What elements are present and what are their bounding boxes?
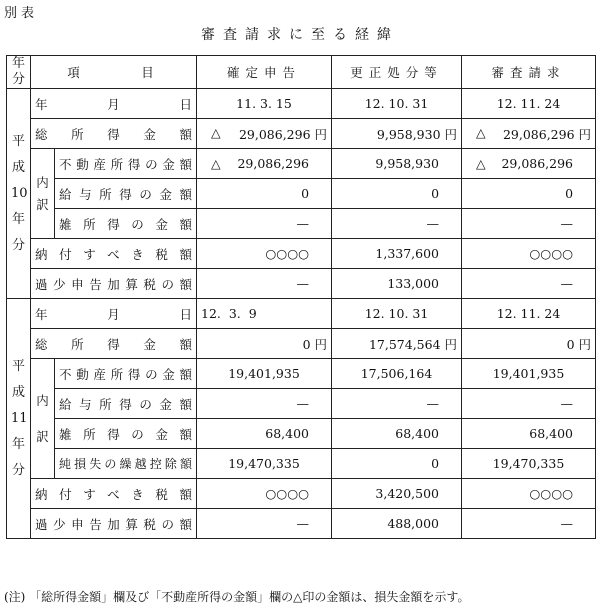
page-title: 審査請求に至る経緯 — [201, 27, 399, 43]
row-label-date: 年 月 日 — [31, 299, 197, 329]
loss-mark: △ — [211, 156, 221, 171]
table-row: 総所得金額 △ 29,086,296 円 9,958,930 円 △ 29,086,296 円 — [7, 119, 596, 149]
row-label-misc: 雑所得の金額 — [55, 209, 197, 239]
table-row: 雑所得の金額 68,400 68,400 68,400 — [7, 419, 596, 449]
header-correction: 更正処分等 — [332, 56, 462, 89]
header-year: 年 分 — [7, 56, 31, 89]
table-row: 総所得金額 0 円 17,574,564 円 0 円 — [7, 329, 596, 359]
loss-mark: △ — [476, 156, 486, 171]
row-label-real-estate: 不動産所得の金額 — [55, 149, 197, 179]
year-heisei-10: 平 成 10 年 分 — [7, 89, 31, 299]
row-label-total-income: 総所得金額 — [31, 329, 197, 359]
breakdown-label: 内 訳 — [31, 359, 55, 479]
footnote: (注) 「総所得金額」欄及び「不動産所得の金額」欄の△印の金額は、損失金額を示す。 — [4, 590, 470, 604]
row-label-salary: 給与所得の金額 — [55, 389, 197, 419]
table-row: 内 訳 不動産所得の金額 △ 29,086,296 9,958,930 △ 29,086,296 — [7, 149, 596, 179]
row-label-tax-due: 納付すべき税額 — [31, 479, 197, 509]
row-label-loss-carryover: 純損失の繰越控除額 — [55, 449, 197, 479]
table-row: 過少申告加算税の額 — 488,000 — — [7, 509, 596, 539]
row-label-penalty: 過少申告加算税の額 — [31, 269, 197, 299]
row-label-salary: 給与所得の金額 — [55, 179, 197, 209]
attachment-label: 別表 — [4, 6, 39, 21]
row-label-tax-due: 納付すべき税額 — [31, 239, 197, 269]
table-row: 雑所得の金額 — — — — [7, 209, 596, 239]
table-row: 納付すべき税額 ○○○○ 3,420,500 ○○○○ — [7, 479, 596, 509]
table-row: 平 成 11 年 分 年 月 日 12. 3. 9 12. 10. 31 12. 11. 24 — [7, 299, 596, 329]
review-history-table — [6, 55, 596, 539]
row-label-total-income: 総所得金額 — [31, 119, 197, 149]
table-row: 内 訳 不動産所得の金額 19,401,935 17,506,164 19,401,935 — [7, 359, 596, 389]
header-item: 項 目 — [31, 56, 197, 89]
row-label-penalty: 過少申告加算税の額 — [31, 509, 197, 539]
table-header-row — [7, 56, 596, 89]
row-label-date: 年 月 日 — [31, 89, 197, 119]
header-final-return: 確定申告 — [197, 56, 332, 89]
row-label-misc: 雑所得の金額 — [55, 419, 197, 449]
table-row: 過少申告加算税の額 — 133,000 — — [7, 269, 596, 299]
breakdown-label: 内 訳 — [31, 149, 55, 239]
table-row: 純損失の繰越控除額 19,470,335 0 19,470,335 — [7, 449, 596, 479]
loss-mark: △ — [476, 124, 486, 140]
table-row: 給与所得の金額 0 0 0 — [7, 179, 596, 209]
header-review-request: 審査請求 — [462, 56, 596, 89]
row-label-real-estate: 不動産所得の金額 — [55, 359, 197, 389]
table-row: 平 成 10 年 分 年 月 日 11. 3. 15 12. 10. 31 12. 11. 24 — [7, 89, 596, 119]
table-row: 納付すべき税額 ○○○○ 1,337,600 ○○○○ — [7, 239, 596, 269]
table-row: 給与所得の金額 — — — — [7, 389, 596, 419]
loss-mark: △ — [211, 124, 221, 140]
year-heisei-11: 平 成 11 年 分 — [7, 299, 31, 539]
